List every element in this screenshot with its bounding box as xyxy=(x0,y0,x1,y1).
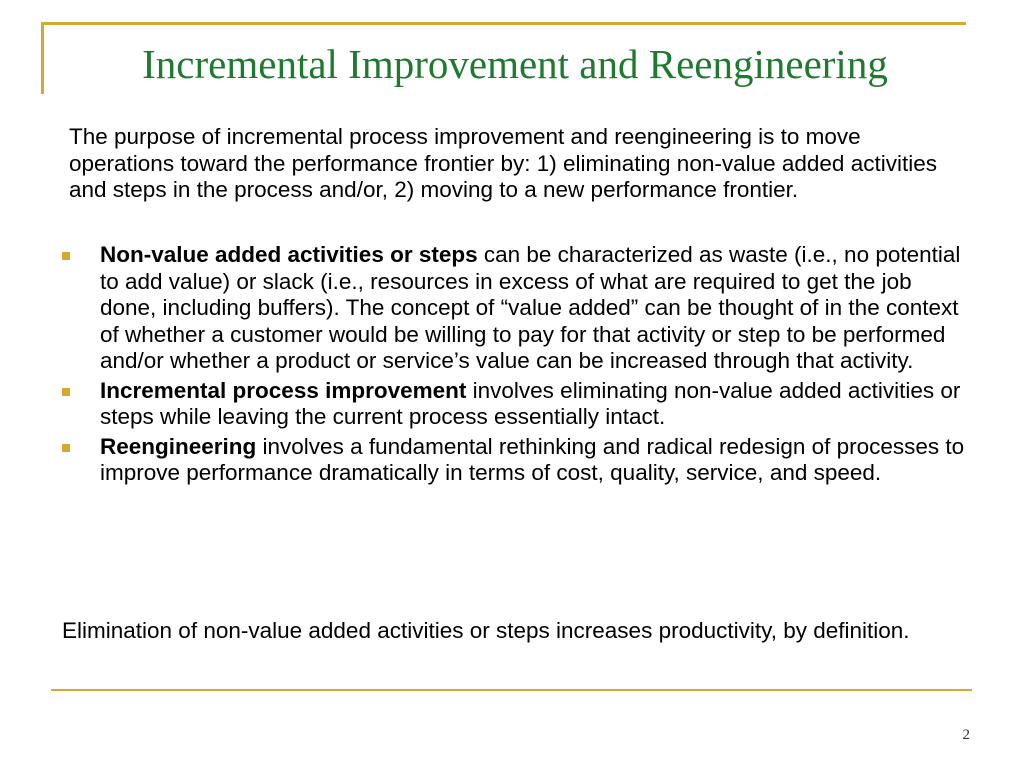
bullet-term: Reengineering xyxy=(100,433,257,459)
bullet-item-incremental-improvement xyxy=(62,378,972,431)
bullet-list xyxy=(62,242,972,490)
square-bullet-icon xyxy=(62,388,70,396)
square-bullet-icon xyxy=(62,444,70,452)
accent-vertical-rule xyxy=(41,22,44,94)
accent-bottom-rule xyxy=(51,689,972,691)
closing-paragraph: Elimination of non-value added activities or steps increases productivity, by definition. xyxy=(62,618,910,643)
square-bullet-icon xyxy=(62,252,70,260)
bullet-term: Non-value added activities or steps xyxy=(100,242,478,267)
bullet-item-non-value-added xyxy=(62,242,972,375)
intro-paragraph: The purpose of incremental process improvement and reengineering is to move operations toward the performance frontier by: 1) eliminating non-value added activities and steps in the process and/or, 2) moving to a new performance frontier. xyxy=(69,124,937,202)
bullet-text: involves eliminating non-value added activities or steps while leaving the current process essentially intact. xyxy=(100,377,961,429)
slide-title: Incremental Improvement and Reengineering xyxy=(142,41,888,87)
bullet-text: can be characterized as waste (i.e., no potential to add value) or slack (i.e., resources in excess of what are required to get the job done, including buffers). The concept of “value added” can be thought of in the context of whether a customer would be willing to pay for that activity or step to be performed and/or whether a product or service’s value can be increased through that activity. xyxy=(100,242,961,373)
accent-top-rule xyxy=(41,22,966,25)
page-number: 2 xyxy=(962,727,970,743)
bullet-term: Incremental process improvement xyxy=(100,377,467,403)
bullet-item-reengineering xyxy=(62,434,972,487)
bullet-text: involves a fundamental rethinking and radical redesign of processes to improve performance dramatically in terms of cost, quality, service, and speed. xyxy=(100,433,965,485)
